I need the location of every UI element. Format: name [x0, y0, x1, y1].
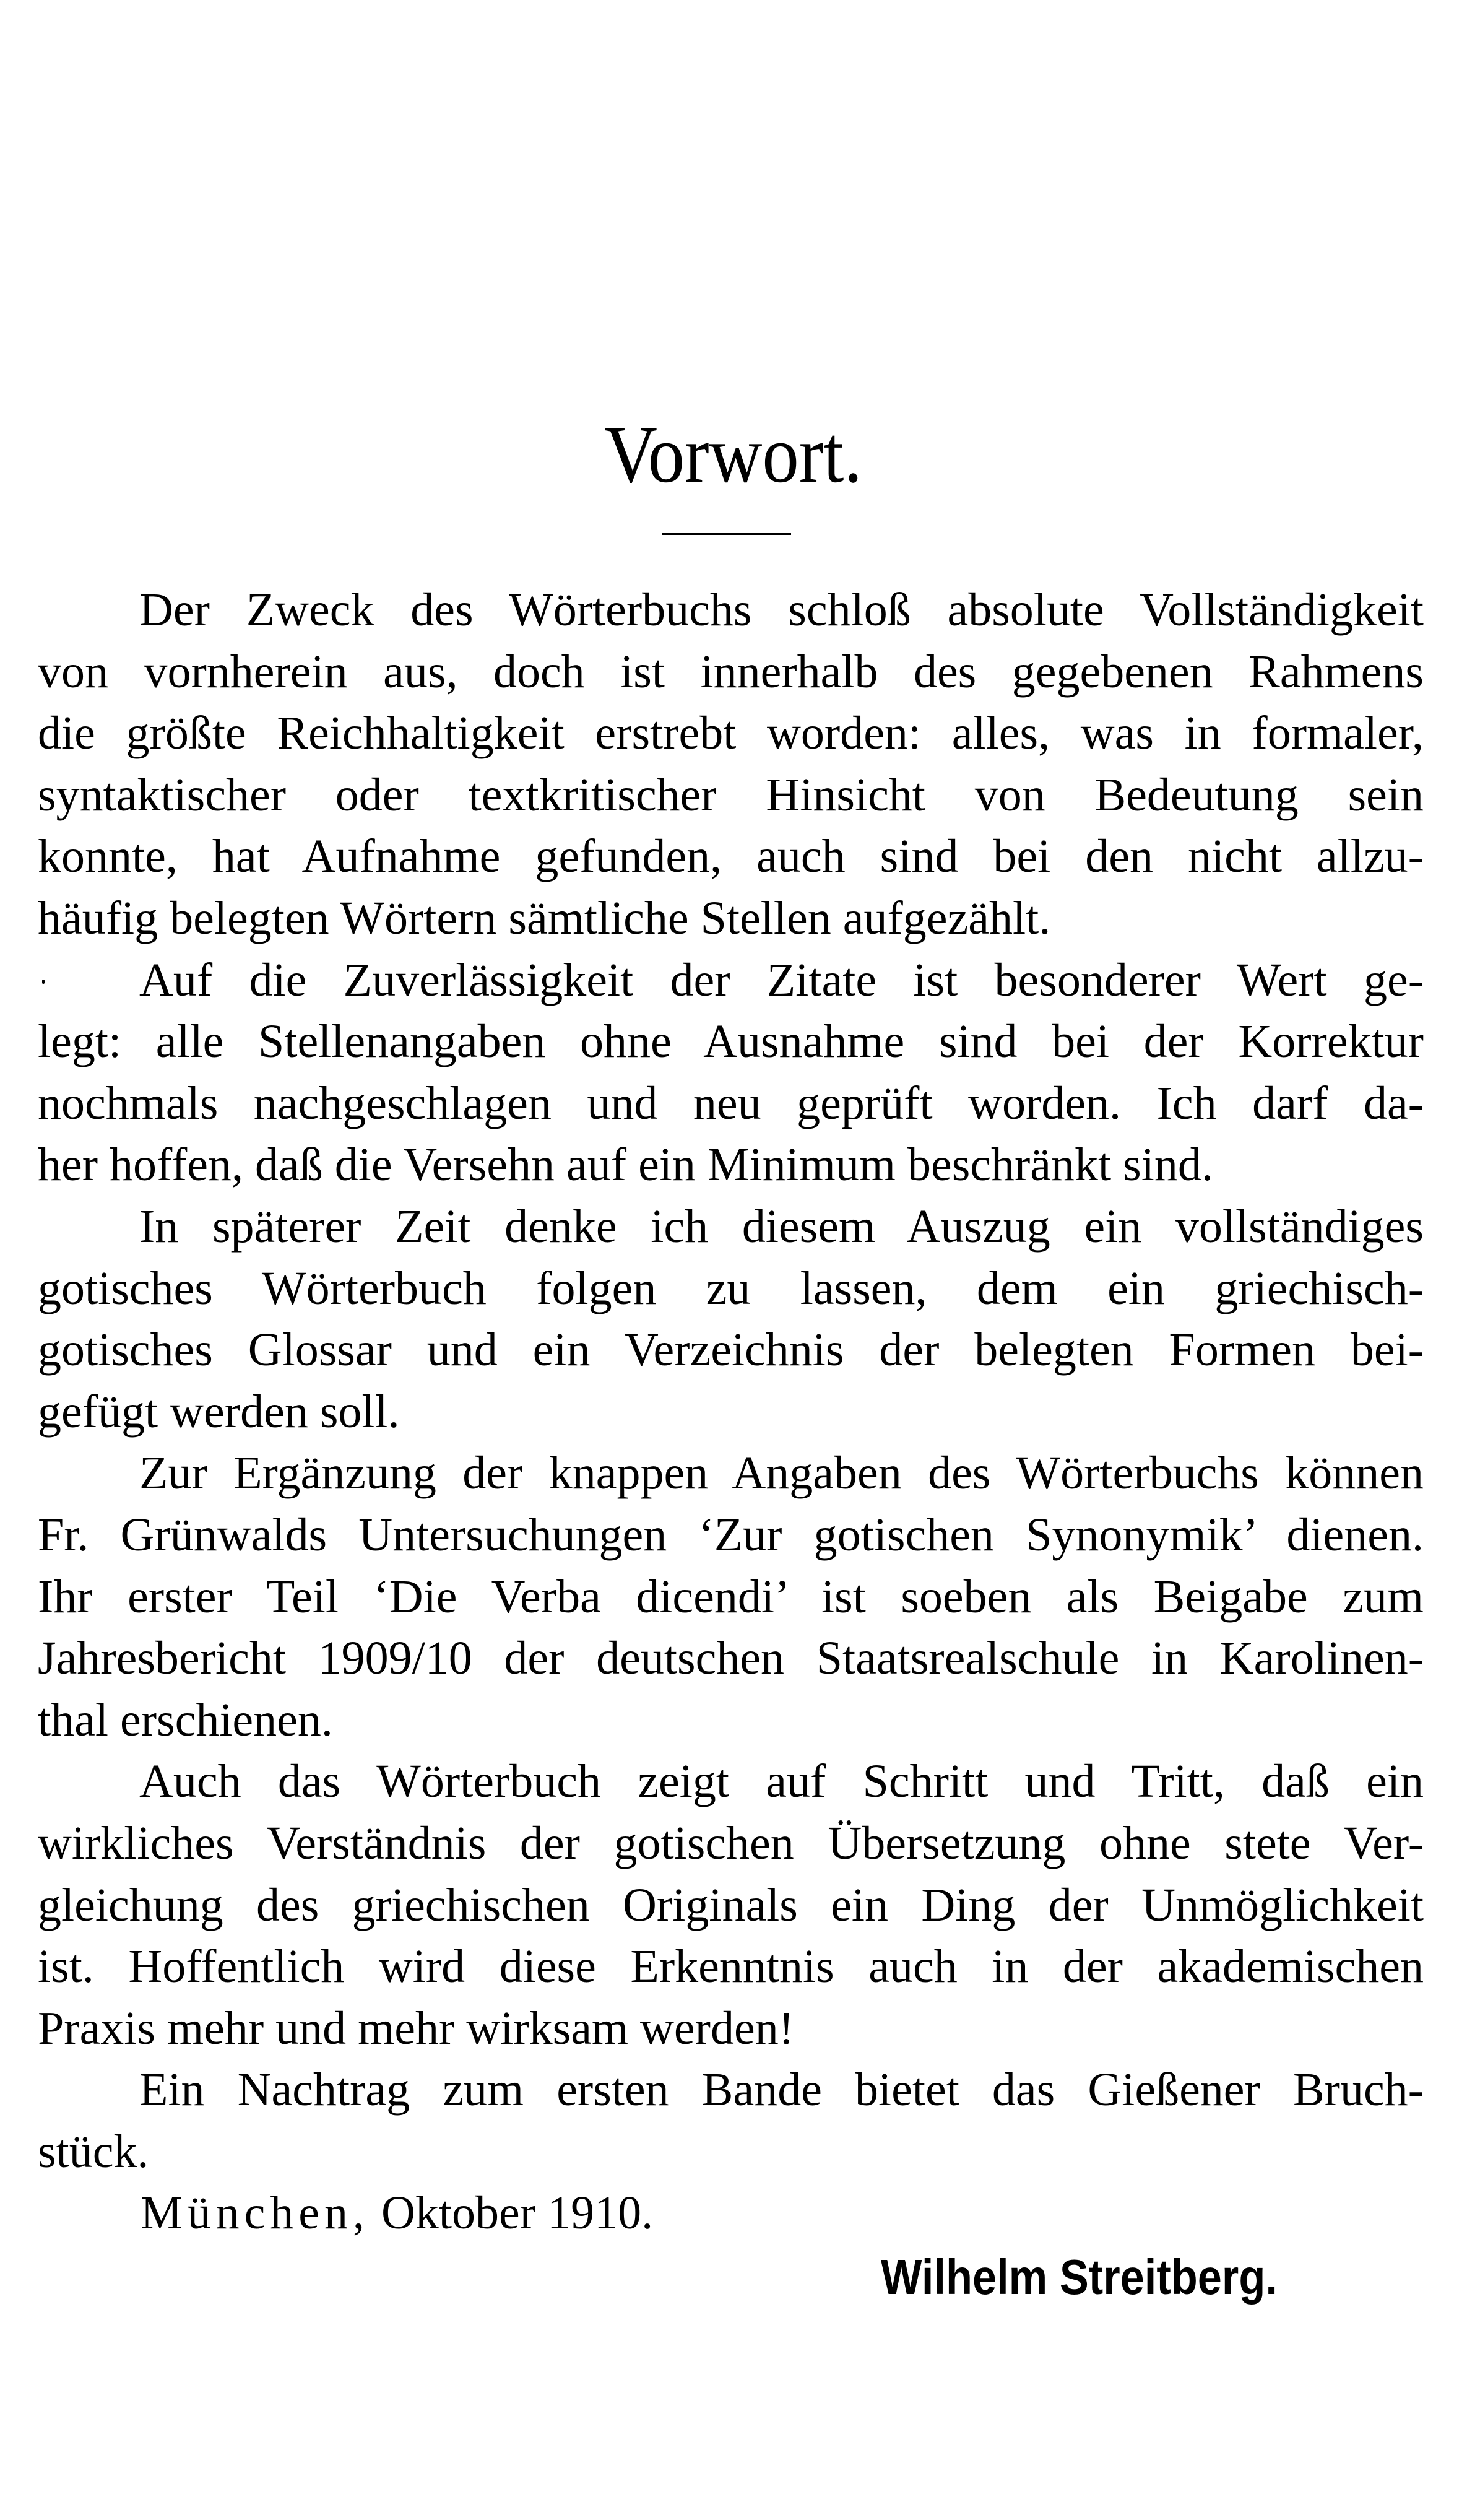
dateline [141, 2182, 653, 2244]
title-text: Vorwort. [604, 409, 863, 500]
paragraph-2-line-3: nochmals nachgeschlagen und neu geprüft worden. Ich darf da- [38, 1077, 1424, 1129]
paragraph-3-line-2: gotisches Wörterbuch folgen zu lassen, dem ein griechisch- [38, 1262, 1424, 1314]
paragraph-2-line-1: Auf die Zuverlässigkeit der Zitate ist besonderer Wert ge- [139, 954, 1424, 1006]
paragraph-6-line-2: stück. [38, 2126, 149, 2178]
paragraph-2-line-4: her hoffen, daß die Versehn auf ein Minimum beschränkt sind. [38, 1139, 1213, 1191]
paragraph-5-line-2: wirkliches Verständnis der gotischen Übersetzung ohne stete Ver- [38, 1817, 1424, 1869]
paragraph-4-line-3: Ihr erster Teil ‘Die Verba dicendi’ ist soeben als Beigabe zum [38, 1571, 1424, 1623]
dateline-date: Oktober 1910. [381, 2187, 654, 2239]
paragraph-1-line-1: Der Zweck des Wörterbuchs schloß absolute Vollständigkeit [139, 584, 1424, 636]
paragraph-1-line-6: häufig belegten Wörtern sämtliche Stellen aufgezählt. [38, 892, 1051, 944]
paragraph-3-line-1: In späterer Zeit denke ich diesem Auszug ein vollständiges [139, 1201, 1424, 1253]
page-title [0, 409, 1467, 500]
paragraph-5-line-4: ist. Hoffentlich wird diese Erkenntnis auch in der akademischen [38, 1940, 1424, 1992]
paragraph-1-line-2: von vornherein aus, doch ist innerhalb des gegebenen Rahmens [38, 646, 1424, 698]
paragraph-3-line-4: gefügt werden soll. [38, 1386, 400, 1438]
paragraph-2-line-2: legt: alle Stellenangaben ohne Ausnahme sind bei der Korrektur [38, 1015, 1424, 1067]
paragraph-5-line-5: Praxis mehr und mehr wirksam werden! [38, 2002, 795, 2054]
paragraph-4-line-1: Zur Ergänzung der knappen Angaben des Wörterbuchs können [139, 1447, 1424, 1499]
paragraph-4-line-4: Jahresbericht 1909/10 der deutschen Staatsrealschule in Karolinen- [38, 1632, 1424, 1684]
author-signature [881, 2246, 1376, 2308]
paragraph-1-line-4: syntaktischer oder textkritischer Hinsicht von Bedeutung sein [38, 769, 1424, 821]
signature-text: Wilhelm Streitberg. [881, 2249, 1278, 2305]
paragraph-4-line-5: thal erschienen. [38, 1694, 333, 1746]
paragraph-4-line-2: Fr. Grünwalds Untersuchungen ‘Zur gotischen Synonymik’ dienen. [38, 1509, 1424, 1561]
paragraph-3-line-3: gotisches Glossar und ein Verzeichnis der belegten Formen bei- [38, 1324, 1424, 1376]
paragraph-5-line-1: Auch das Wörterbuch zeigt auf Schritt und Tritt, daß ein [139, 1755, 1424, 1807]
paragraph-1-line-3: die größte Reichhaltigkeit erstrebt worden: alles, was in formaler, [38, 707, 1424, 759]
paragraph-6-line-1: Ein Nachtrag zum ersten Bande bietet das Gießener Bruch- [139, 2064, 1424, 2116]
paragraph-1-line-5: konnte, hat Aufnahme gefunden, auch sind bei den nicht allzu- [38, 830, 1424, 882]
dateline-place: München, [141, 2187, 370, 2239]
paragraph-5-line-3: gleichung des griechischen Originals ein Ding der Unmöglichkeit [38, 1879, 1424, 1931]
title-rule-divider [662, 533, 791, 535]
